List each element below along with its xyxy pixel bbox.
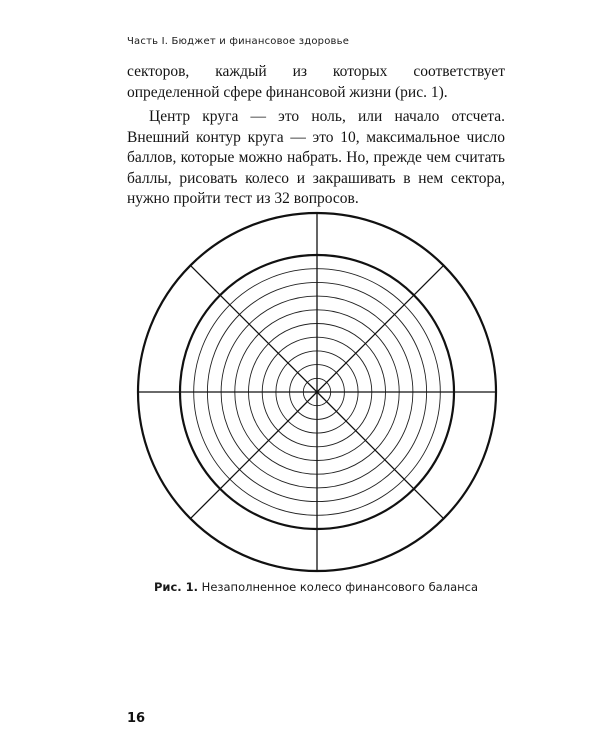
figure-caption	[127, 580, 505, 594]
figure-wheel	[125, 210, 509, 580]
page-number: 16	[127, 711, 146, 726]
paragraph-1: секторов, каждый из которых соответствует определенной сфере финансовой жизни (рис. 1).	[127, 63, 505, 101]
caption-label: Рис. 1.	[153, 580, 199, 594]
caption-text: Незаполненное колесо финансового баланса	[198, 580, 479, 594]
blank-finance-wheel	[125, 210, 509, 575]
paragraph-2: Центр круга — это ноль, или начало отсчета. Внешний контур круга — это 10, максимальное число баллов, которые можно набрать. Но, прежде чем считать баллы, рисовать колесо и закрашивать в нем сектора, нужно пройти тест из 32 вопросов.	[127, 108, 505, 207]
body-text	[127, 62, 505, 210]
running-head: Часть I. Бюджет и финансовое здоровье	[127, 36, 350, 47]
